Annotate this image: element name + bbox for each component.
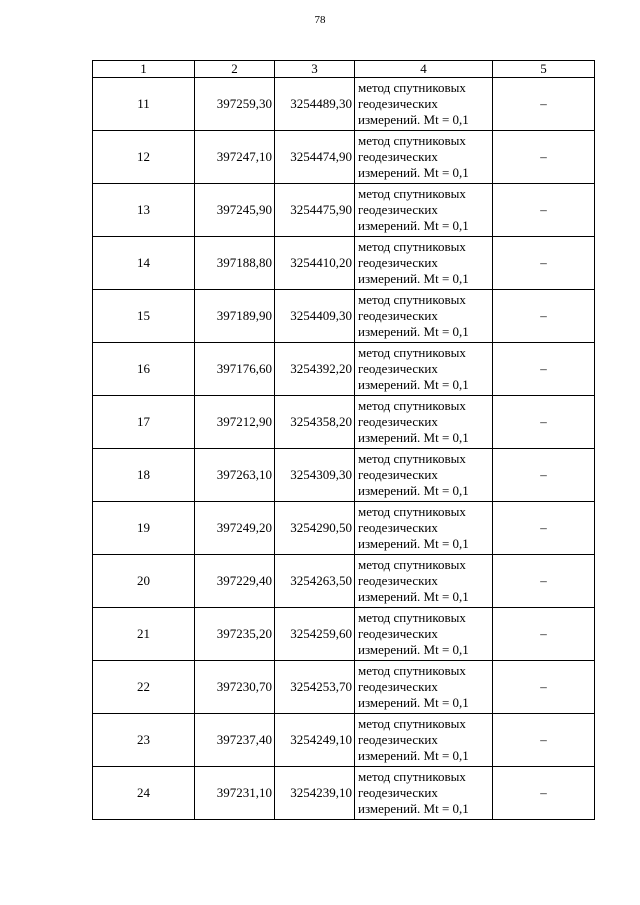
point-number-cell: 24: [93, 767, 195, 820]
x-coordinate-cell: 397263,10: [195, 449, 275, 502]
x-coordinate-cell: 397231,10: [195, 767, 275, 820]
table-row: [93, 502, 595, 555]
note-cell: –: [493, 661, 595, 714]
point-number-cell: 16: [93, 343, 195, 396]
method-line: измерений. Mt = 0,1: [358, 324, 469, 339]
note-cell: –: [493, 396, 595, 449]
method-line: метод спутниковых: [358, 663, 466, 678]
header-cell-2: 2: [195, 61, 275, 78]
y-coordinate-cell: 3254239,10: [275, 767, 355, 820]
note-cell: –: [493, 184, 595, 237]
method-line: геодезических: [358, 308, 438, 323]
point-number-cell: 20: [93, 555, 195, 608]
y-coordinate-cell: 3254263,50: [275, 555, 355, 608]
note-cell: –: [493, 714, 595, 767]
note-cell: –: [493, 290, 595, 343]
x-coordinate-cell: 397235,20: [195, 608, 275, 661]
method-cell: [355, 184, 493, 237]
table-header-row: [93, 61, 595, 78]
note-cell: –: [493, 343, 595, 396]
method-cell: [355, 343, 493, 396]
method-line: геодезических: [358, 361, 438, 376]
table-row: [93, 714, 595, 767]
y-coordinate-cell: 3254392,20: [275, 343, 355, 396]
point-number-cell: 13: [93, 184, 195, 237]
y-coordinate-cell: 3254358,20: [275, 396, 355, 449]
table-row: [93, 449, 595, 502]
table-row: [93, 661, 595, 714]
method-line: измерений. Mt = 0,1: [358, 112, 469, 127]
page-number: 78: [314, 14, 326, 26]
point-number-cell: 18: [93, 449, 195, 502]
table-row: [93, 78, 595, 131]
y-coordinate-cell: 3254409,30: [275, 290, 355, 343]
method-line: метод спутниковых: [358, 239, 466, 254]
note-cell: –: [493, 237, 595, 290]
header-cell-4: 4: [355, 61, 493, 78]
method-line: метод спутниковых: [358, 451, 466, 466]
point-number-cell: 23: [93, 714, 195, 767]
method-line: геодезических: [358, 414, 438, 429]
point-number-cell: 22: [93, 661, 195, 714]
method-line: метод спутниковых: [358, 133, 466, 148]
method-line: измерений. Mt = 0,1: [358, 536, 469, 551]
method-line: измерений. Mt = 0,1: [358, 801, 469, 816]
method-line: геодезических: [358, 96, 438, 111]
method-cell: [355, 237, 493, 290]
x-coordinate-cell: 397245,90: [195, 184, 275, 237]
method-cell: [355, 661, 493, 714]
y-coordinate-cell: 3254259,60: [275, 608, 355, 661]
y-coordinate-cell: 3254290,50: [275, 502, 355, 555]
method-cell: [355, 714, 493, 767]
point-number-cell: 14: [93, 237, 195, 290]
point-number-cell: 17: [93, 396, 195, 449]
x-coordinate-cell: 397249,20: [195, 502, 275, 555]
method-line: измерений. Mt = 0,1: [358, 430, 469, 445]
method-cell: [355, 396, 493, 449]
note-cell: –: [493, 555, 595, 608]
note-cell: –: [493, 608, 595, 661]
y-coordinate-cell: 3254410,20: [275, 237, 355, 290]
method-line: геодезических: [358, 626, 438, 641]
method-line: измерений. Mt = 0,1: [358, 589, 469, 604]
table-row: [93, 767, 595, 820]
x-coordinate-cell: 397259,30: [195, 78, 275, 131]
method-line: геодезических: [358, 732, 438, 747]
method-line: метод спутниковых: [358, 186, 466, 201]
method-line: измерений. Mt = 0,1: [358, 218, 469, 233]
header-cell-3: 3: [275, 61, 355, 78]
table-row: [93, 396, 595, 449]
y-coordinate-cell: 3254249,10: [275, 714, 355, 767]
method-line: метод спутниковых: [358, 292, 466, 307]
point-number-cell: 12: [93, 131, 195, 184]
x-coordinate-cell: 397189,90: [195, 290, 275, 343]
table-row: [93, 555, 595, 608]
table-row: [93, 131, 595, 184]
header-cell-5: 5: [493, 61, 595, 78]
method-line: метод спутниковых: [358, 716, 466, 731]
method-line: измерений. Mt = 0,1: [358, 165, 469, 180]
method-line: метод спутниковых: [358, 504, 466, 519]
method-line: метод спутниковых: [358, 610, 466, 625]
note-cell: –: [493, 502, 595, 555]
point-number-cell: 15: [93, 290, 195, 343]
method-cell: [355, 608, 493, 661]
method-line: измерений. Mt = 0,1: [358, 377, 469, 392]
method-line: геодезических: [358, 467, 438, 482]
method-line: метод спутниковых: [358, 80, 466, 95]
y-coordinate-cell: 3254475,90: [275, 184, 355, 237]
method-cell: [355, 449, 493, 502]
x-coordinate-cell: 397230,70: [195, 661, 275, 714]
method-cell: [355, 502, 493, 555]
table-row: [93, 237, 595, 290]
method-cell: [355, 290, 493, 343]
x-coordinate-cell: 397176,60: [195, 343, 275, 396]
method-line: измерений. Mt = 0,1: [358, 483, 469, 498]
method-cell: [355, 131, 493, 184]
method-line: метод спутниковых: [358, 398, 466, 413]
method-line: измерений. Mt = 0,1: [358, 271, 469, 286]
method-line: метод спутниковых: [358, 345, 466, 360]
point-number-cell: 11: [93, 78, 195, 131]
method-cell: [355, 78, 493, 131]
y-coordinate-cell: 3254489,30: [275, 78, 355, 131]
method-line: геодезических: [358, 573, 438, 588]
method-line: геодезических: [358, 255, 438, 270]
method-line: метод спутниковых: [358, 557, 466, 572]
table-row: [93, 184, 595, 237]
y-coordinate-cell: 3254309,30: [275, 449, 355, 502]
method-line: геодезических: [358, 520, 438, 535]
method-line: измерений. Mt = 0,1: [358, 695, 469, 710]
x-coordinate-cell: 397237,40: [195, 714, 275, 767]
x-coordinate-cell: 397212,90: [195, 396, 275, 449]
y-coordinate-cell: 3254474,90: [275, 131, 355, 184]
table-row: [93, 608, 595, 661]
x-coordinate-cell: 397247,10: [195, 131, 275, 184]
table-row: [93, 343, 595, 396]
method-line: измерений. Mt = 0,1: [358, 748, 469, 763]
method-line: геодезических: [358, 679, 438, 694]
coordinates-table: [92, 60, 595, 820]
table-row: [93, 290, 595, 343]
note-cell: –: [493, 767, 595, 820]
note-cell: –: [493, 449, 595, 502]
header-cell-1: 1: [93, 61, 195, 78]
method-line: геодезических: [358, 202, 438, 217]
x-coordinate-cell: 397229,40: [195, 555, 275, 608]
x-coordinate-cell: 397188,80: [195, 237, 275, 290]
method-line: геодезических: [358, 785, 438, 800]
y-coordinate-cell: 3254253,70: [275, 661, 355, 714]
method-cell: [355, 767, 493, 820]
point-number-cell: 19: [93, 502, 195, 555]
method-line: измерений. Mt = 0,1: [358, 642, 469, 657]
method-line: метод спутниковых: [358, 769, 466, 784]
method-line: геодезических: [358, 149, 438, 164]
note-cell: –: [493, 78, 595, 131]
note-cell: –: [493, 131, 595, 184]
point-number-cell: 21: [93, 608, 195, 661]
method-cell: [355, 555, 493, 608]
